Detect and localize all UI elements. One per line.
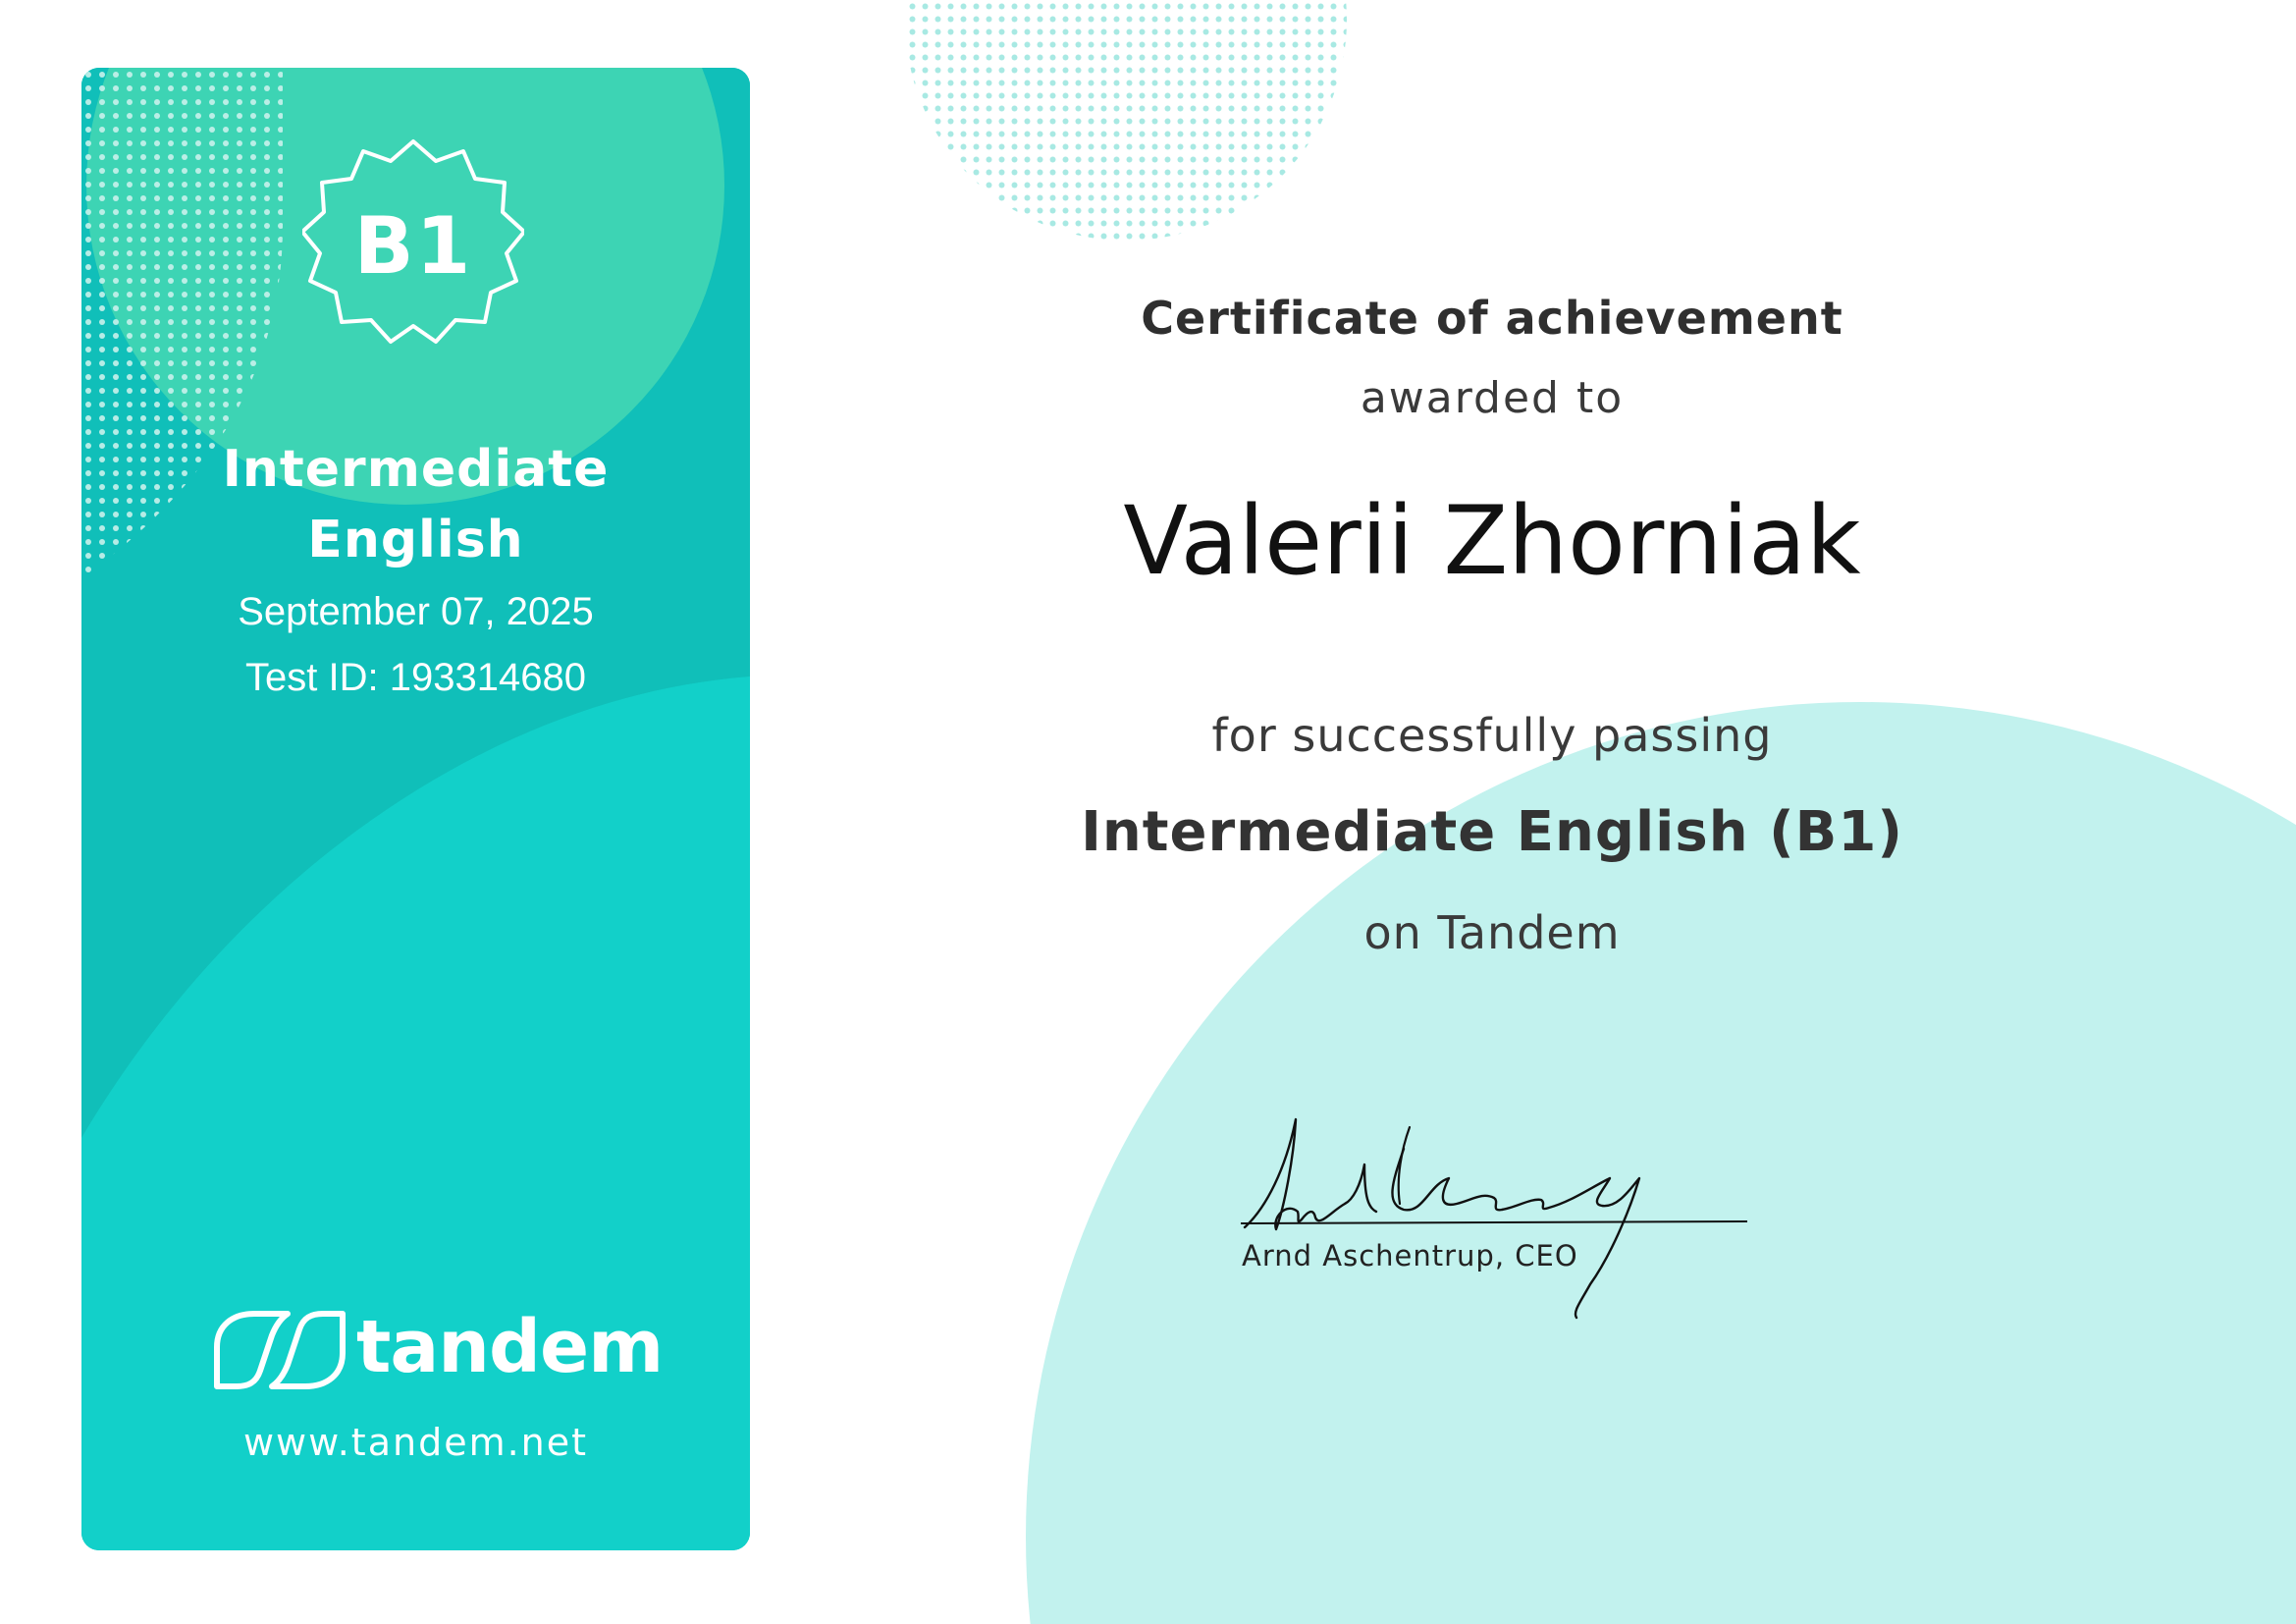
for-passing-text: for successfully passing (1211, 709, 1773, 762)
test-date: September 07, 2025 (238, 590, 594, 633)
tandem-logo-icon (211, 1308, 348, 1392)
panel-course-line2: English (307, 511, 524, 569)
certificate-side-panel (81, 68, 750, 1550)
awarded-to-text: awarded to (1360, 373, 1625, 423)
tandem-logo (211, 1298, 664, 1396)
platform-text: on Tandem (1363, 906, 1621, 959)
test-id: Test ID: 193314680 (245, 656, 586, 699)
certificate-title: Certificate of achievement (1141, 292, 1843, 345)
tandem-logo-text: tandem (356, 1305, 664, 1389)
recipient-name: Valerii Zhorniak (1123, 486, 1861, 596)
signer-name: Arnd Aschentrup, CEO (1242, 1239, 1578, 1272)
signature-image (1237, 1110, 1747, 1326)
level-badge (302, 137, 524, 355)
website-link[interactable]: www.tandem.net (242, 1421, 589, 1464)
top-dotted-circle (905, 0, 1347, 241)
panel-course-title (81, 434, 750, 575)
course-name: Intermediate English (B1) (1081, 800, 1903, 864)
level-badge-label: B1 (353, 200, 473, 292)
panel-course-line1: Intermediate (222, 440, 610, 499)
